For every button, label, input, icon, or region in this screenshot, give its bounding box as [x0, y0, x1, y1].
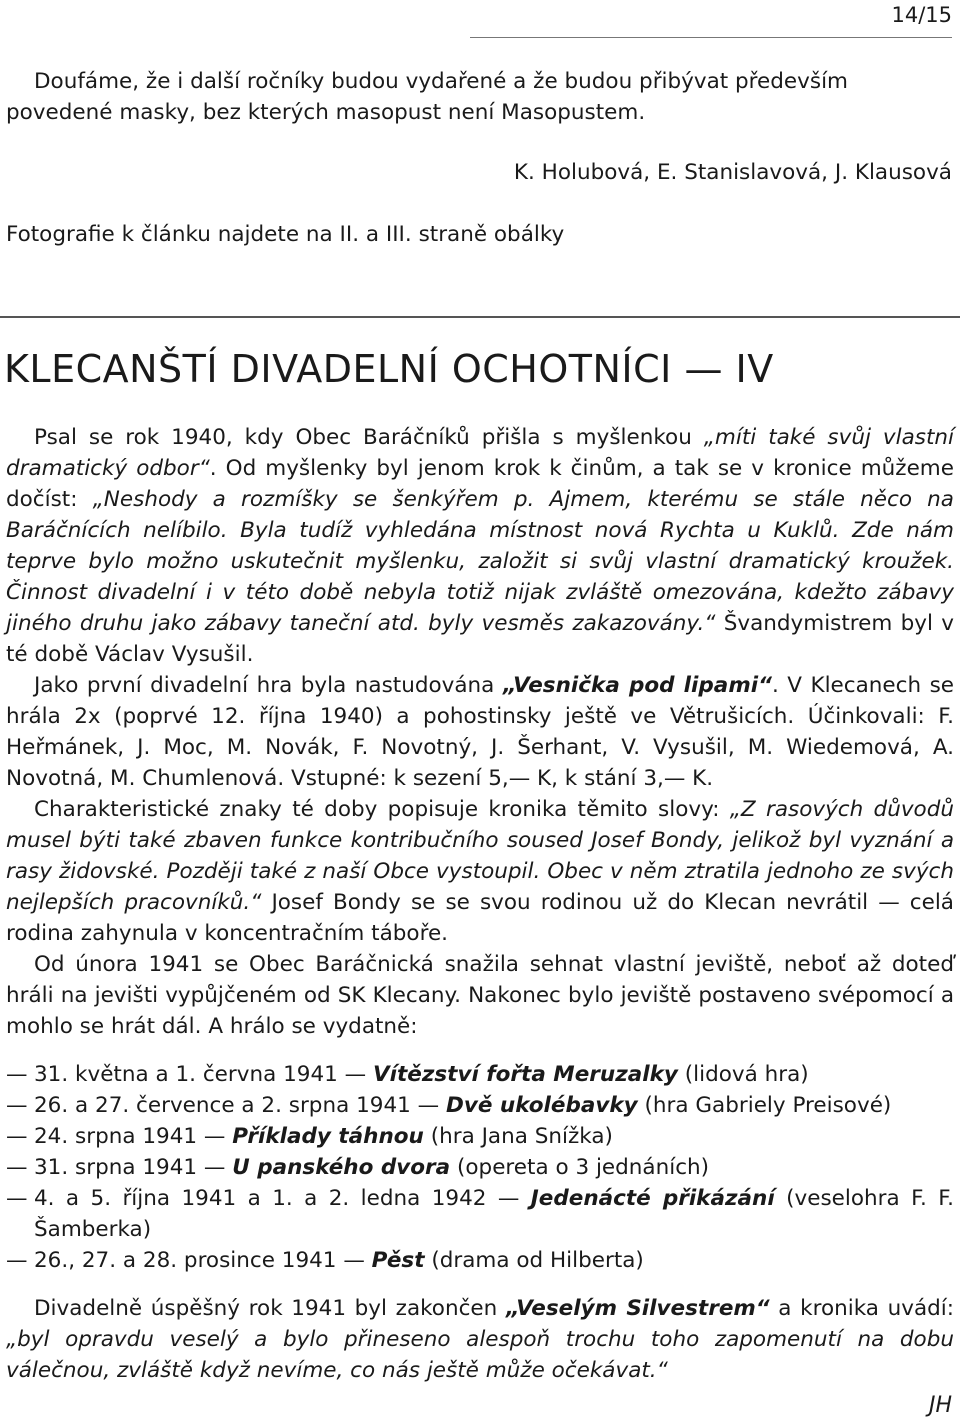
text: Josef Bondy se se svou rodinou už do Klecan nevrátil — celá rodina zahynula v koncentračním táboře.: [6, 890, 954, 946]
text: . V Klecanech se hrála 2x (poprvé 12. října 1940) a pohostinsky ještě ve Větrušicích. Účinkovali: F. Heřmánek, J. Moc, M. Novák, F. Novotný, J. Šerhant, V. Vysušil, M. Wiedemová, A. Novotná, M. Chumlenová. Vstupné: k sezení 5,— K, k stání 3,— K.: [6, 673, 955, 791]
play-title: „Vesnička pod lipami“: [502, 673, 772, 698]
dash: —: [6, 1248, 28, 1273]
quote: „Z rasových důvodů musel býti také zbaven funkce kontribučního soused Josef Bondy, jelikož byl vyznání a rasy židovské. Později také z naší Obce vystoupil. Obec v něm ztratila jednoho ze svých nejlepších pracovníků.“: [6, 797, 954, 915]
play-title: Příklady táhnou: [232, 1124, 424, 1149]
note: (veselohra F. F. Šamberka): [34, 1186, 954, 1242]
paragraph-5: [6, 1293, 954, 1386]
page-number: 14/15: [891, 3, 952, 27]
article-title: KLECANŠTÍ DIVADELNÍ OCHOTNÍCI — IV: [4, 347, 774, 391]
play-title: Pěst: [371, 1248, 425, 1273]
dash: —: [6, 1186, 28, 1211]
list-item: [6, 1121, 954, 1152]
list-item: [6, 1183, 954, 1245]
article-body: [6, 422, 954, 1386]
dash: —: [6, 1124, 28, 1149]
dash: —: [6, 1062, 28, 1087]
play-title: Vítězství fořta Meruzalky: [372, 1062, 678, 1087]
dash: —: [6, 1155, 28, 1180]
date: 26., 27. a 28. prosince 1941 —: [34, 1248, 372, 1273]
note: (opereta o 3 jednáních): [450, 1155, 710, 1180]
paragraph-1: [6, 422, 954, 670]
list-item: [6, 1152, 954, 1183]
paragraph-2: [6, 670, 954, 794]
note: (drama od Hilberta): [424, 1248, 644, 1273]
date: 26. a 27. července a 2. srpna 1941 —: [34, 1093, 446, 1118]
paragraph-4: Od února 1941 se Obec Baráčnická snažila sehnat vlastní jeviště, neboť až doteď hráli na jevišti vypůjčeném od SK Klecany. Nakonec bylo jeviště postaveno svépomocí a mohlo se hrát dál. A hrálo se vydatně:: [6, 952, 954, 1039]
list-item: [6, 1245, 954, 1276]
list-item: [6, 1059, 954, 1090]
text: Divadelně úspěšný rok 1941 byl zakončen: [34, 1296, 506, 1321]
date: 24. srpna 1941 —: [34, 1124, 233, 1149]
performance-list: [6, 1059, 954, 1276]
authors-line: K. Holubová, E. Stanislavová, J. Klausová: [513, 160, 952, 185]
quote: „byl opravdu veselý a bylo přineseno alespoň trochu toho zapomenutí na dobu válečnou, zvláště když nevíme, co nás ještě může očekávat.“: [6, 1327, 954, 1383]
text: a kronika uvádí:: [769, 1296, 954, 1321]
play-title: U panského dvora: [232, 1155, 451, 1180]
spacer: [6, 1276, 954, 1293]
date: 4. a 5. října 1941 a 1. a 2. ledna 1942 —: [34, 1186, 531, 1211]
note: (lidová hra): [677, 1062, 809, 1087]
play-title: Dvě ukolébavky: [445, 1093, 638, 1118]
play-title: „Veselým Silvestrem“: [505, 1296, 770, 1321]
section-rule: [0, 316, 960, 318]
play-title: Jedenácté přikázání: [530, 1186, 775, 1211]
quote: „Neshody a rozmíšky se šenkýřem p. Ajmem, kterému se stále něco na Baráčnících nelíbilo. Byla tudíž vyhledána místnost nová Rychta u Kuklů. Zde nám teprve bylo možno uskutečnit myšlenku, založit si svůj vlastní dramatický kroužek. Činnost divadelní i v této době nebyla totiž nijak zvláště omezována, kdežto zábavy jiného druhu jako zábavy taneční atd. byly vesměs zakazovány.“: [6, 487, 954, 636]
dash: —: [6, 1093, 28, 1118]
photo-note: Fotografie k článku najdete na II. a III. straně obálky: [6, 222, 565, 247]
date: 31. května a 1. června 1941 —: [34, 1062, 373, 1087]
author-signature: JH: [928, 1393, 952, 1418]
note: (hra Jana Snížka): [423, 1124, 613, 1149]
paragraph-3: [6, 794, 954, 949]
spacer: [6, 1042, 954, 1059]
header-rule: [470, 37, 952, 38]
quote: „míti také svůj vlastní dramatický odbor“: [6, 425, 955, 481]
text: Jako první divadelní hra byla nastudována: [34, 673, 503, 698]
date: 31. srpna 1941 —: [34, 1155, 233, 1180]
text: . Od myšlenky byl jenom krok k činům, a tak se v kronice můžeme dočíst:: [6, 456, 954, 512]
text: Charakteristické znaky té doby popisuje kronika těmito slovy:: [34, 797, 730, 822]
text: Švandymistrem byl v té době Václav Vysušil.: [6, 611, 954, 667]
note: (hra Gabriely Preisové): [637, 1093, 892, 1118]
list-item: [6, 1090, 954, 1121]
intro-paragraph: Doufáme, že i další ročníky budou vydařené a že budou přibývat především povedené masky, bez kterých masopust není Masopustem.: [6, 69, 848, 125]
text: Psal se rok 1940, kdy Obec Baráčníků přišla s myšlenkou: [34, 425, 704, 450]
